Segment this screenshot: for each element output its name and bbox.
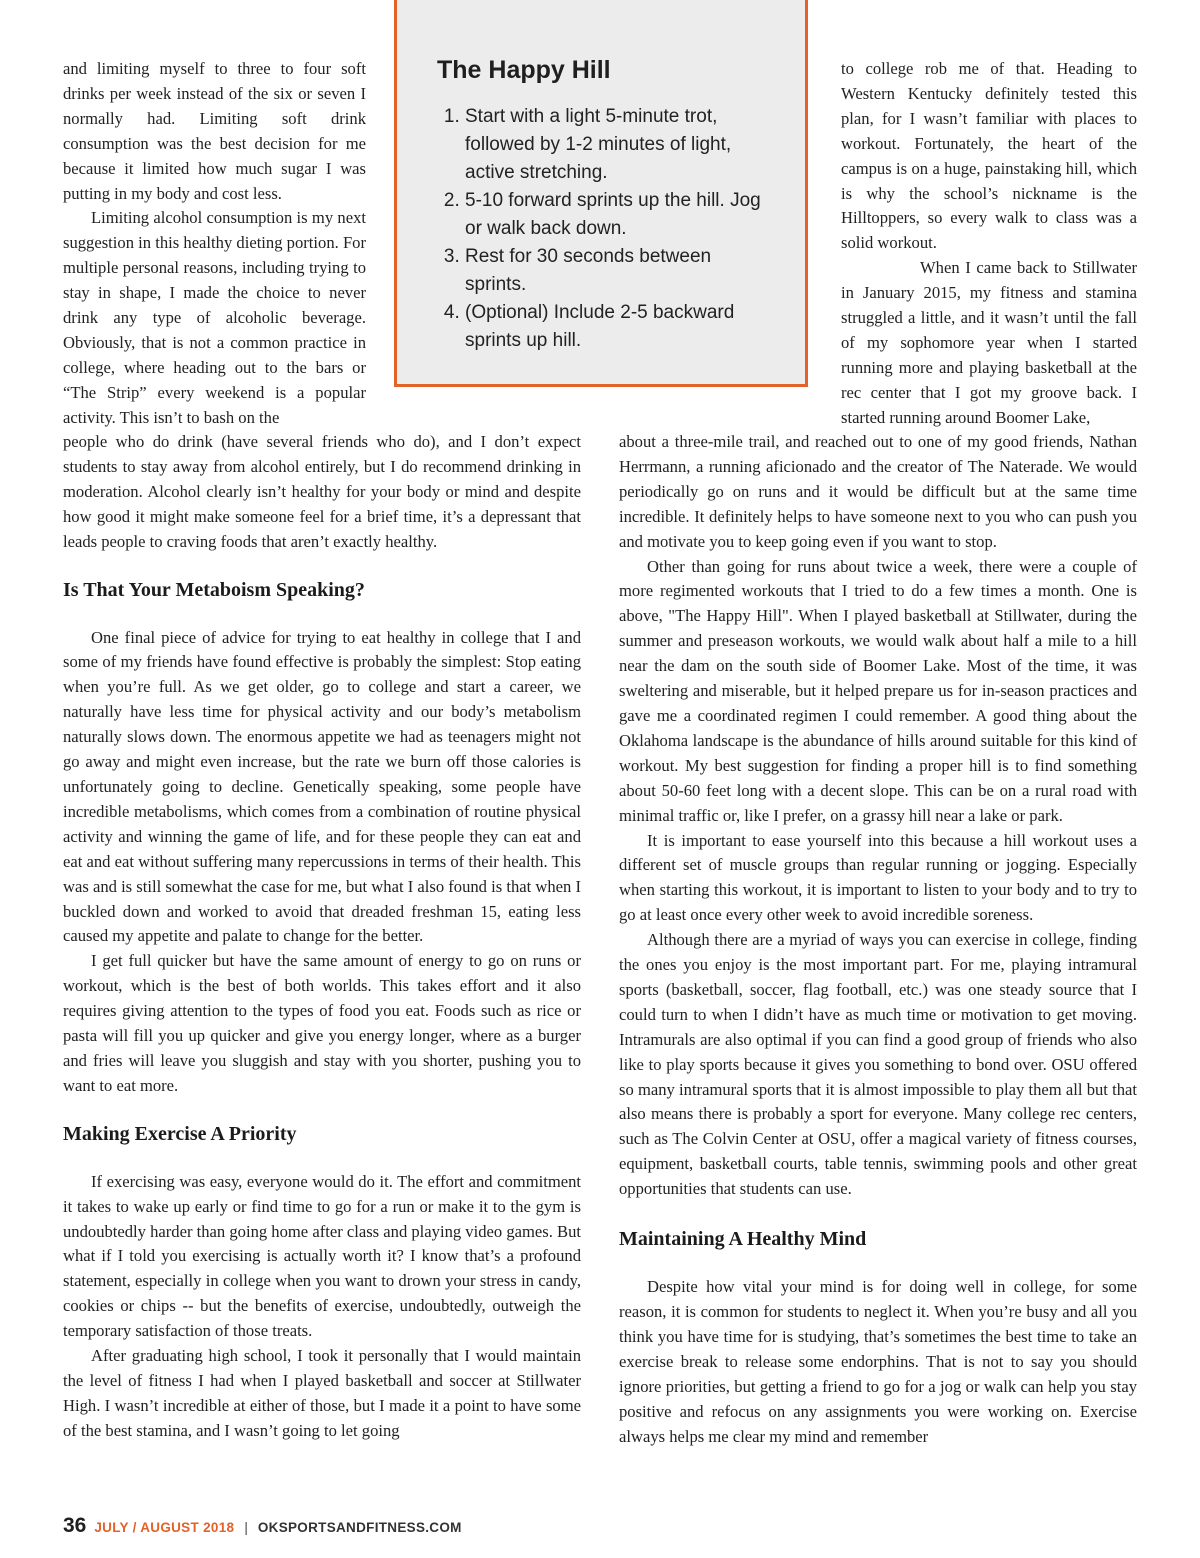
right-column-top (841, 57, 1137, 431)
body-paragraph: about a three-mile trail, and reached out to one of my good friends, Nathan Herrmann, a running aficionado and the creator of The Naterade. We would periodically go on runs and it would be difficult but at the same time incredible. It definitely helps to have someone next to you who can push you and motivate you to keep going even if you want to stop. (619, 432, 1137, 551)
sidebar-step: 1. Start with a light 5-minute trot, followed by 1-2 minutes of light, active stretching. (465, 103, 767, 187)
body-paragraph: If exercising was easy, everyone would do it. The effort and commitment it takes to wake up early or find time to go for a run or make it to the gym is undoubtedly harder than going home after class and playing video games. But what if I told you exercising is actually worth it? I know that’s a profound statement, especially in college when you want to drown your stress in candy, cookies or chips -- but the benefits of exercise, undoubtedly, outweigh the temporary satisfaction of those treats. (63, 1171, 581, 1341)
page-footer (63, 1514, 462, 1544)
section-heading-healthy-mind: Maintaining A Healthy Mind (619, 1228, 867, 1251)
sidebar-title: The Happy Hill (437, 56, 611, 84)
body-paragraph: Limiting alcohol consumption is my next suggestion in this healthy dieting portion. For multiple personal reasons, including trying to stay in shape, I made the choice to never drink any type of alcoholic beverage. Obviously, that is not a common practice in college, where heading out to the bars or “The Strip” every weekend is a popular activity. This isn’t to bash on the (63, 208, 366, 427)
section-heading-exercise: Making Exercise A Priority (63, 1122, 297, 1145)
sidebar-steps-list (437, 103, 767, 355)
right-column-main (619, 430, 1137, 1449)
body-paragraph: Although there are a myriad of ways you can exercise in college, finding the ones you enjoy is the most important part. For me, playing intramural sports (basketball, soccer, flag football, etc.) was one steady source that I could turn to when I didn’t have as much time or motivation to get moving. Intramurals are also optimal if you can find a good group of friends who also like to play sports because it gives you something to bond over. OSU offered so many intramural sports that it is almost impossible to play them all but that also means there is probably a sport for everyone. Many college rec centers, such as The Colvin Center at OSU, offer a magical variety of fitness courses, equipment, basketball courts, table tennis, swimming pools and other great opportunities that students can use. (619, 930, 1137, 1199)
body-paragraph: It is important to ease yourself into this because a hill workout uses a different set of muscle groups than regular running or jogging. Especially when starting this workout, it is important to listen to your body and to try to go at least once every other week to avoid incredible soreness. (619, 830, 1137, 925)
body-paragraph: Despite how vital your mind is for doing well in college, for some reason, it is common for students to neglect it. When you’re busy and all you think you have time for is studying, that’s sometimes the best time to take an exercise break to release some endorphins. That is not to say you should ignore priorities, but getting a friend to go for a jog or walk can help you stay positive and refocus on any assignments you were working on. Exercise always helps me clear my mind and remember (619, 1277, 1137, 1446)
sidebar-step: 4. (Optional) Include 2-5 backward sprints up hill. (465, 299, 767, 355)
sidebar-step: 2. 5-10 forward sprints up the hill. Jog or walk back down. (465, 187, 767, 243)
sidebar-step: 3. Rest for 30 seconds between sprints. (465, 243, 767, 299)
happy-hill-sidebar (394, 0, 808, 387)
page-number: 36 (63, 1514, 87, 1537)
body-paragraph: I get full quicker but have the same amount of energy to go on runs or workout, which is the best of both worlds. This takes effort and it also requires giving attention to the types of food you eat. Foods such as rice or pasta will fill you up quicker and give you energy longer, where as a burger and fries will leave you sluggish and stay with you shorter, pushing you to want to eat more. (63, 951, 581, 1095)
issue-date: JULY / AUGUST 2018 (94, 1520, 235, 1535)
section-heading-metabolism: Is That Your Metaboism Speaking? (63, 578, 365, 601)
left-column-top (63, 57, 366, 431)
body-paragraph: people who do drink (have several friends who do), and I don’t expect students to stay away from alcohol entirely, but I do recommend drinking in moderation. Alcohol clearly isn’t healthy for your body or mind and despite how good it might make someone feel for a brief time, it’s a depressant that leads people to craving foods that aren’t exactly healthy. (63, 432, 581, 551)
website-url: OKSPORTSANDFITNESS.COM (257, 1520, 462, 1535)
left-column-main (63, 430, 581, 1444)
body-paragraph: and limiting myself to three to four soft drinks per week instead of the six or seven I normally had. Limiting soft drink consumption was the best decision for me because it limited how much sugar I was putting in my body and cost less. (63, 59, 366, 203)
footer-separator: | (244, 1520, 248, 1535)
body-paragraph: After graduating high school, I took it personally that I would maintain the level of fitness I had when I played basketball and soccer at Stillwater High. I wasn’t incredible at either of those, but I made it a point to have some of the best stamina, and I wasn’t going to let going (63, 1346, 581, 1440)
body-paragraph: to college rob me of that. Heading to Western Kentucky definitely tested this plan, for I wasn’t familiar with places to workout. Fortunately, the heart of the campus is on a huge, painstaking hill, which is why the school’s nickname is the Hilltoppers, so every walk to class was a solid workout. (841, 59, 1137, 253)
body-paragraph: One final piece of advice for trying to eat healthy in college that I and some of my friends have found effective is probably the simplest: Stop eating when you’re full. As we get older, go to college and start a career, we naturally have less time for physical activity and our body’s metabolism naturally slows down. The enormous appetite we had as teenagers might not go away and might even increase, but the rate we burn off those calories is unfortunately going to decline. Genetically speaking, some people have incredible metabolisms, which comes from a combination of routine physical activity and winning the game of life, and for these people they can eat and eat and eat without suffering many repercussions in terms of their health. This was and is still somewhat the case for me, but what I also found is that when I buckled down and worked to avoid that dreaded freshman 15, eating less caused my appetite and palate to change for the better. (63, 627, 581, 946)
body-paragraph: Other than going for runs about twice a week, there were a couple of more regimented workouts that I tried to do a few times a month. One is above, "The Happy Hill". When I played basketball at Stillwater, during the summer and preseason workouts, we would walk about half a mile to a hill near the dam on the south side of Boomer Lake. Most of the time, it was sweltering and miserable, but it helped prepare us for in-season practices and gave me a coordinated regimen I could remember. A good thing about the Oklahoma landscape is the abundance of hills around suitable for this kind of workout. My best suggestion for finding a proper hill is to find something about 50-60 feet long with a decent slope. This can be on a rural road with minimal traffic or, like I prefer, on a grassy hill near a lake or park. (619, 556, 1137, 825)
body-paragraph: When I came back to Stillwater in January 2015, my fitness and stamina struggled a little, and it wasn’t until the fall of my sophomore year when I started running more and playing basketball at the rec center that I got my groove back. I started running around Boomer Lake, (841, 258, 1137, 427)
